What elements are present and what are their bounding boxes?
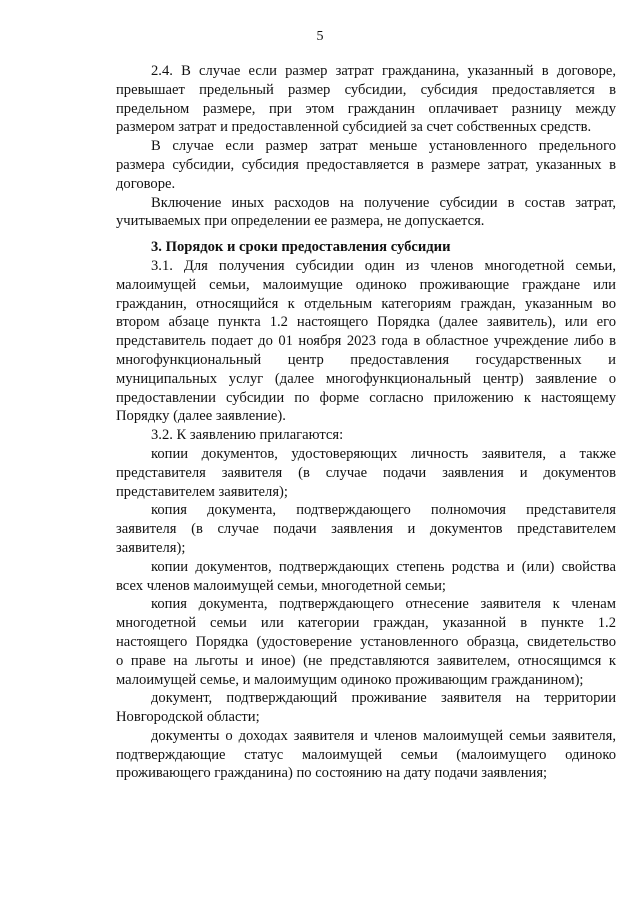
text-line: документы о доходах заявителя и членов малоимущей семьи заявителя, — [151, 727, 616, 744]
text-line: втором абзаце пункта 1.2 настоящего Порядка (далее заявитель), или его — [116, 314, 616, 331]
text-line: всех членов малоимущей семьи, многодетной семьи; — [116, 577, 446, 594]
list-item — [116, 445, 616, 501]
text-line: малоимущей семьи, малоимущие одиноко проживающие граждане или — [116, 276, 616, 293]
text-line: многодетной семьи или категории граждан, указанной в пункте 1.2 — [116, 615, 616, 632]
text-line: многофункциональный центр предоставления государственных и — [116, 351, 616, 368]
text-line: документ, подтверждающий проживание заявителя на территории — [151, 690, 616, 707]
text-line: подтверждающие статус малоимущей семьи (малоимущего одиноко — [116, 746, 616, 763]
text-line: представителя заявителя (в случае подачи заявления и документов — [116, 464, 616, 481]
text-line: договоре. — [116, 175, 176, 192]
text-line: 3.2. К заявлению прилагаются: — [151, 427, 344, 444]
paragraph-3-2 — [116, 426, 616, 445]
text-line: Включение иных расходов на получение субсидии в состав затрат, — [151, 194, 616, 211]
paragraph-2-4 — [116, 62, 616, 137]
list-item — [116, 689, 616, 727]
text-line: Новгородской области; — [116, 709, 260, 726]
list-item — [116, 501, 616, 557]
text-line: малоимущей семье, и малоимущим одиноко проживающим гражданином); — [116, 671, 584, 688]
text-line: размером затрат и предоставленной субсидией за счет собственных средств. — [116, 119, 592, 136]
text-line: настоящего Порядка (удостоверение установленного образца, свидетельство — [116, 633, 616, 650]
text-line: превышает предельный размер субсидии, субсидия предоставляется в — [116, 81, 616, 98]
text-line: копии документов, подтверждающих степень родства и (или) свойства — [151, 558, 616, 575]
text-line: 2.4. В случае если размер затрат гражданина, указанный в договоре, — [151, 63, 616, 79]
section-heading-3 — [116, 238, 616, 257]
document-body — [116, 62, 616, 783]
list-item — [116, 558, 616, 596]
text-line: Порядку (далее заявление). — [116, 408, 286, 425]
text-line: 3.1. Для получения субсидии один из членов многодетной семьи, — [151, 257, 616, 274]
text-line: размера субсидии, субсидия предоставляется в размере затрат, указанных в — [116, 156, 616, 173]
text-line: представитель подает до 01 ноября 2023 года в областное учреждение либо в — [116, 333, 616, 350]
paragraph-2-4-smaller-costs — [116, 137, 616, 193]
list-item — [116, 727, 616, 783]
text-line: о праве на льготы и иное) (не представляются заявителем, относящимся к — [116, 652, 616, 669]
text-line: проживающего гражданина) по состоянию на дату подачи заявления; — [116, 765, 548, 782]
text-line: копии документов, удостоверяющих личность заявителя, а также — [151, 445, 616, 462]
text-line: представителем заявителя); — [116, 483, 288, 500]
text-line: учитываемых при определении ее размера, не допускается. — [116, 213, 485, 230]
page-number: 5 — [316, 29, 324, 44]
text-line: муниципальных услуг (далее многофункциональный центр) заявление о — [116, 370, 616, 387]
section-heading: 3. Порядок и сроки предоставления субсидии — [151, 239, 451, 256]
text-line: предельном размере, при этом гражданин оплачивает разницу между — [116, 100, 616, 117]
paragraph-3-1 — [116, 257, 616, 426]
paragraph-2-4-other-expenses — [116, 194, 616, 232]
text-line: В случае если размер затрат меньше установленного предельного — [151, 138, 616, 155]
list-item — [116, 595, 616, 689]
text-line: заявителя (в случае подачи заявления и документов представителем — [116, 521, 616, 538]
text-line: заявителя); — [116, 539, 186, 556]
text-line: гражданин, относящийся к отдельным категориям граждан, указанным во — [116, 295, 616, 312]
text-line: копия документа, подтверждающего полномочия представителя — [151, 502, 616, 519]
text-line: предоставлении субсидии по форме согласно приложению к настоящему — [116, 389, 616, 406]
spacer — [116, 231, 616, 238]
text-line: копия документа, подтверждающего отнесение заявителя к членам — [151, 596, 616, 613]
